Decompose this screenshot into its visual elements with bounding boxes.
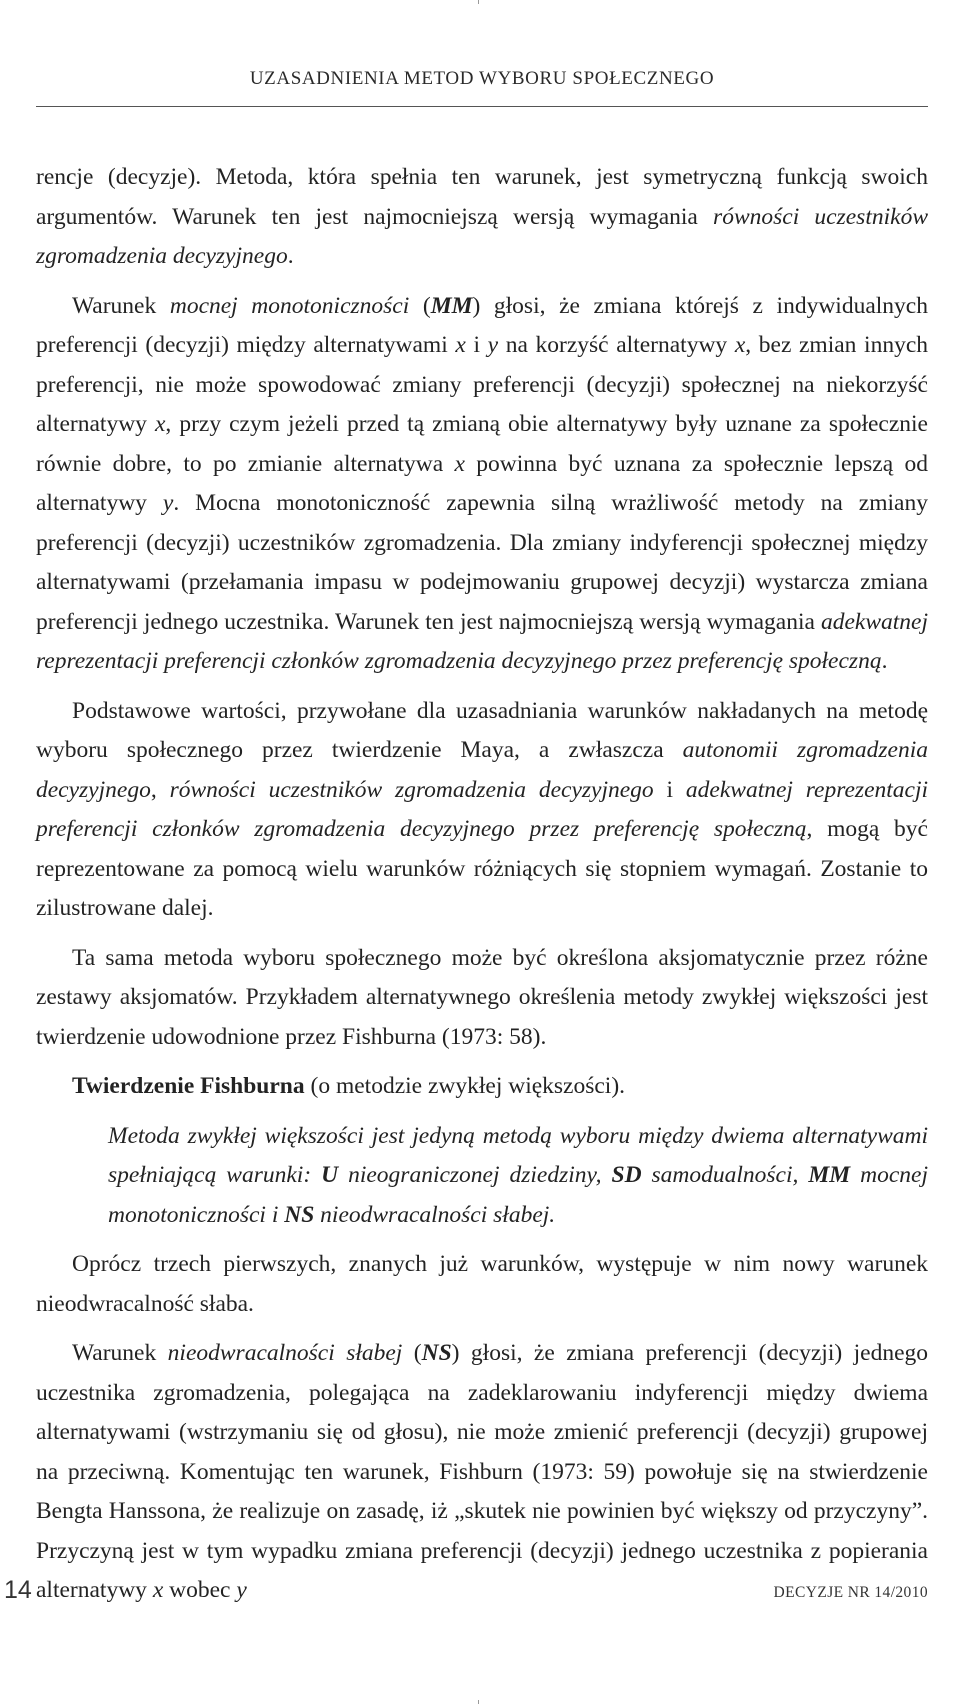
text-run: Warunek — [72, 1340, 168, 1366]
text-run: . Mocna monotoniczność zapewnia silną wrażliwość metody na zmiany preferencji (decyzji) uczestników zgromadzenia. Dla zmiany indyferencji społecznej między alternatywami (przełamania impasu w podejmowaniu grupowej decyzji) wystarcza zmiana preferencji jednego uczestnika. Warunek ten jest najmocniejszą wersją wymagania — [36, 490, 928, 635]
text-run: Warunek — [72, 292, 170, 319]
italic-run: samodualności, — [641, 1162, 809, 1188]
text-run: powinna być uznana za społecznie lepszą od alternatywy — [36, 450, 928, 516]
paragraph — [36, 939, 928, 1058]
page-number: 14 — [4, 1576, 32, 1604]
text-run: i — [653, 776, 686, 803]
italic-run: równości uczestników zgromadzenia decyzyjnego — [169, 776, 654, 803]
paragraph — [36, 1334, 928, 1611]
theorem-statement — [36, 1117, 928, 1236]
italic-run: x — [152, 1577, 164, 1603]
italic-run: równości uczestników zgromadzenia decyzyjnego — [36, 203, 928, 269]
text-run: wobec — [163, 1577, 237, 1603]
bold-run: NS — [421, 1340, 452, 1366]
text-run: , przy czym jeżeli przed tą zmianą obie alternatywy były uznane za społecznie równie dobre, to po zmianie alternatywa — [36, 411, 928, 477]
text-run: , — [150, 776, 170, 803]
bold-run: MM — [808, 1162, 851, 1188]
header-rule — [36, 106, 928, 107]
bold-run: SD — [611, 1162, 642, 1188]
text-run: . — [881, 648, 888, 674]
crop-mark-bottom — [478, 1700, 479, 1704]
paragraph — [36, 287, 928, 682]
text-run: (o metodzie zwykłej większości). — [304, 1073, 626, 1099]
italic-run: x — [154, 411, 166, 437]
running-header: UZASADNIENIA METOD WYBORU SPOŁECZNEGO — [249, 68, 715, 89]
italic-run: adekwatnej reprezentacji preferencji członków zgromadzenia decyzyjnego przez preferencję społeczną — [36, 608, 928, 674]
text-run: Ta sama metoda wyboru społecznego może być określona aksjomatycznie przez różne zestawy aksjomatów. Przykładem alternatywnego określenia metody zwykłej większości jest twierdzenie udowodnione przez Fishburna (1973: 58). — [36, 944, 928, 1050]
text-run: . — [287, 243, 294, 269]
body-text — [36, 158, 928, 1621]
crop-mark-top — [478, 0, 479, 4]
italic-run: mocnej monotoniczności i — [108, 1162, 928, 1228]
paragraph — [36, 692, 928, 929]
italic-run: x — [454, 450, 465, 477]
italic-run: x — [455, 332, 466, 358]
text-run: i — [465, 332, 488, 358]
bold-run: MM — [430, 292, 473, 319]
bold-run: NS — [284, 1201, 315, 1228]
bold-run: U — [321, 1162, 339, 1188]
text-run: , mogą być reprezentowane za pomocą wielu warunków różniących się stopniem wymagań. Zostanie to zilustrowane dalej. — [36, 816, 928, 921]
theorem-heading — [36, 1067, 928, 1107]
text-run: na korzyść alternatywy — [498, 332, 735, 358]
text-run: rencje (decyzje). Metoda, która spełnia ten warunek, jest symetryczną funkcją swoich argumentów. Warunek ten jest najmocniejszą wersją wymagania — [36, 164, 928, 230]
text-run: ) głosi, że zmiana preferencji (decyzji) jednego uczestnika zgromadzenia, polegająca na zadeklarowaniu indyferencji między dwiema alternatywami (wstrzymaniu się od głosu), nie może zmienić preferencji (decyzji) grupowej na przeciwną. Komentując ten warunek, Fishburn (1973: 59) powołuje się na stwierdzenie Bengta Hanssona, że realizuje on zasadę, iż „skutek nie powinien być większy od przyczyny”. Przyczyną jest w tym wypadku zmiana preferencji (decyzji) jednego uczestnika z popierania alternatywy — [36, 1340, 929, 1603]
paragraph — [36, 158, 928, 277]
paragraph — [36, 1245, 928, 1324]
italic-run: nieodwracalności słabej. — [314, 1201, 556, 1228]
text-run: ) głosi, że zmiana którejś z indywidualnych preferencji (decyzji) między alternatywami — [36, 292, 928, 358]
text-run: , bez zmian innych preferencji, nie może spowodować zmiany preferencji (decyzji) społecznej na niekorzyść alternatywy — [36, 332, 929, 437]
journal-footer: DECYZJE NR 14/2010 — [773, 1584, 928, 1601]
italic-run: autonomii zgromadzenia decyzyjnego — [36, 737, 928, 803]
italic-run: nieograniczonej dziedziny, — [338, 1162, 612, 1188]
text-run: Podstawowe wartości, przywołane dla uzasadniania warunków nakładanych na metodę wyboru społecznego przez twierdzenie Maya, a zwłaszcza — [36, 697, 928, 763]
italic-run: x — [734, 332, 746, 358]
text-run: Oprócz trzech pierwszych, znanych już warunków, występuje w nim nowy warunek nieodwracalność słaba. — [36, 1251, 928, 1317]
italic-run: y — [236, 1577, 247, 1603]
italic-run: mocnej monotoniczności — [169, 292, 410, 319]
italic-run: adekwatnej reprezentacji preferencji członków zgromadzenia decyzyjnego przez preferencję społeczną — [36, 776, 929, 842]
italic-run: nieodwracalności słabej — [167, 1340, 403, 1366]
text-run: ( — [402, 1340, 422, 1366]
bold-run: Twierdzenie Fishburna — [72, 1073, 305, 1099]
text-run: ( — [409, 292, 431, 319]
italic-run: y — [162, 490, 174, 516]
italic-run: Metoda zwykłej większości jest jedyną metodą wyboru między dwiema alternatywami spełniającą warunki: — [108, 1122, 928, 1188]
italic-run: y — [487, 332, 499, 358]
